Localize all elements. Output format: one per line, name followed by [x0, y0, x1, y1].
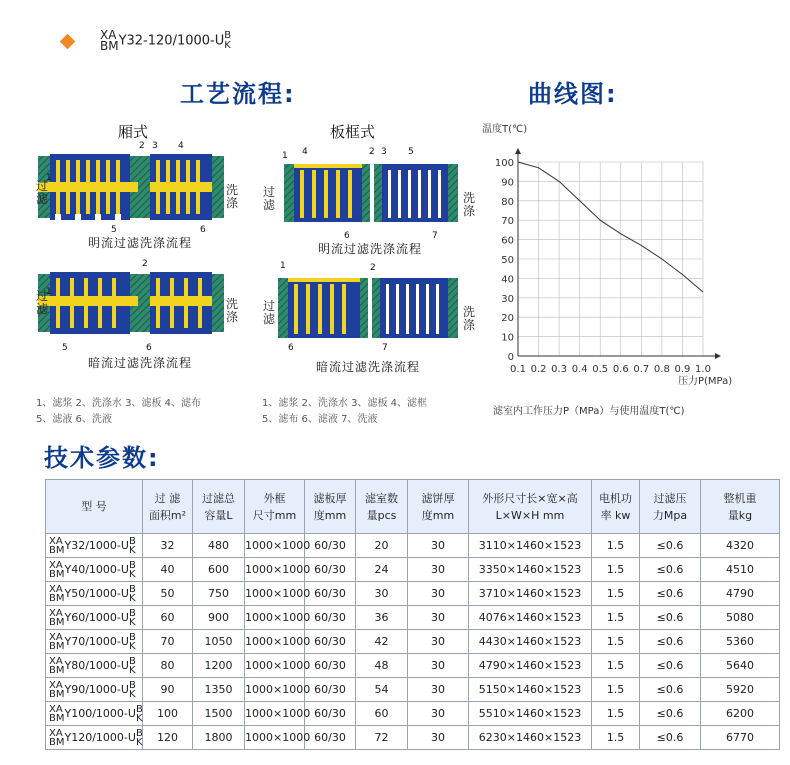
column-header: 滤板厚 度mm — [305, 480, 356, 534]
table-cell: 1800 — [193, 726, 245, 750]
table-cell: 48 — [356, 654, 408, 678]
model-suffix-bottom: K — [128, 688, 136, 700]
x-tick-label: 0.5 — [592, 364, 609, 375]
x-tick-label: 0.7 — [633, 364, 650, 375]
table-cell: 1000×1000 — [245, 702, 305, 726]
label-1-b: 1 — [46, 287, 52, 297]
side-label-wash-a: 洗涤 — [226, 183, 239, 210]
table-cell: 1.5 — [592, 654, 640, 678]
table-cell: 5510×1460×1523 — [469, 702, 592, 726]
label-7-c: 7 — [432, 231, 438, 241]
y-tick-label: 60 — [501, 235, 514, 247]
table-cell: ≤0.6 — [640, 702, 701, 726]
table-cell: 3350×1460×1523 — [469, 558, 592, 582]
side-label-filter-a: 过滤 — [36, 179, 49, 206]
table-cell: 1000×1000 — [245, 606, 305, 630]
table-cell: 6770 — [701, 726, 780, 750]
x-tick-label: 0.8 — [653, 364, 670, 375]
chamber-legend-line1: 1、滤浆 2、洗涤水 3、滤板 4、滤布 — [36, 398, 201, 409]
label-5-c: 5 — [408, 147, 414, 157]
model-cell — [46, 582, 143, 606]
model-prefix-top: XA — [49, 631, 63, 643]
side-label-wash-b: 洗涤 — [226, 297, 239, 324]
table-cell: 70 — [143, 630, 193, 654]
table-cell: 5360 — [701, 630, 780, 654]
orange-diamond-icon — [60, 34, 76, 50]
table-cell: 30 — [408, 582, 469, 606]
table-cell: 40 — [143, 558, 193, 582]
table-cell: 72 — [356, 726, 408, 750]
table-cell: 4790×1460×1523 — [469, 654, 592, 678]
column-header: 外框 尺寸mm — [245, 480, 305, 534]
table-cell: 3710×1460×1523 — [469, 582, 592, 606]
model-prefix-top: XA — [49, 727, 63, 739]
table-cell: 6230×1460×1523 — [469, 726, 592, 750]
y-axis-arrow-icon — [515, 148, 521, 154]
table-cell: 1000×1000 — [245, 630, 305, 654]
table-cell: ≤0.6 — [640, 630, 701, 654]
table-cell: 6200 — [701, 702, 780, 726]
table-cell: 3110×1460×1523 — [469, 534, 592, 558]
column-header: 整机重 量kg — [701, 480, 780, 534]
model-prefix-top: XA — [49, 655, 63, 667]
model-suffix-top: B — [128, 607, 136, 619]
table-cell: 900 — [193, 606, 245, 630]
model-body: Y32/1000-U — [64, 538, 129, 552]
model-prefix-bottom: BM — [49, 664, 65, 676]
model-prefix-top: XA — [49, 703, 63, 715]
model-prefix-top: XA — [49, 679, 63, 691]
table-cell: 60/30 — [305, 582, 356, 606]
table-row — [46, 534, 780, 558]
model-suffix-bottom: K — [128, 592, 136, 604]
model-suffix-bottom: K — [128, 664, 136, 676]
label-6-c: 6 — [344, 231, 350, 241]
column-header: 过滤压 力Mpa — [640, 480, 701, 534]
model-body: Y120/1000-U — [64, 730, 136, 744]
x-tick-label: 0.1 — [510, 364, 526, 375]
model-suffix-top: B — [128, 535, 136, 547]
table-cell: ≤0.6 — [640, 654, 701, 678]
x-axis-arrow-icon — [715, 353, 721, 359]
table-cell: 60 — [356, 702, 408, 726]
table-cell: 20 — [356, 534, 408, 558]
frame-legend-line2: 5、滤布 6、滤液 7、洗液 — [262, 414, 378, 425]
table-cell: ≤0.6 — [640, 606, 701, 630]
model-suffix-bottom: K — [224, 40, 231, 51]
model-cell — [46, 630, 143, 654]
label-2-a: 2 — [139, 141, 145, 151]
frame-open-wash-diagram — [374, 164, 458, 222]
model-cell — [46, 726, 143, 750]
y-tick-label: 90 — [501, 177, 514, 189]
model-suffix-top: B — [128, 559, 136, 571]
label-5-a: 5 — [111, 225, 117, 235]
frame-dark-wash-diagram — [372, 278, 458, 338]
table-cell: 1000×1000 — [245, 582, 305, 606]
table-cell: 4790 — [701, 582, 780, 606]
frame-dark-caption: 暗流过滤洗涤流程 — [316, 360, 421, 374]
table-cell: 480 — [193, 534, 245, 558]
model-suffix-bottom: K — [128, 616, 136, 628]
model-prefix-top: XA — [49, 607, 63, 619]
table-cell: 5920 — [701, 678, 780, 702]
chamber-open-filter-diagram — [38, 154, 140, 220]
filter-process-diagrams — [32, 138, 472, 378]
table-header-row — [46, 480, 780, 534]
table-row — [46, 606, 780, 630]
column-header: 型 号 — [46, 480, 143, 534]
side-label-wash-c: 洗涤 — [463, 191, 476, 218]
table-cell: ≤0.6 — [640, 558, 701, 582]
table-cell: 1200 — [193, 654, 245, 678]
label-2-d: 2 — [370, 263, 376, 273]
table-cell: 4510 — [701, 558, 780, 582]
column-header: 过 滤 面积m² — [143, 480, 193, 534]
table-cell: 42 — [356, 630, 408, 654]
table-cell: 100 — [143, 702, 193, 726]
model-suffix-top: B — [128, 631, 136, 643]
table-cell: 60/30 — [305, 558, 356, 582]
y-tick-label: 10 — [501, 332, 514, 344]
model-body: Y100/1000-U — [64, 706, 136, 720]
process-title: 工艺流程: — [180, 80, 296, 108]
model-suffix-bottom: K — [135, 736, 143, 748]
model-code — [100, 30, 231, 52]
y-tick-label: 20 — [501, 313, 514, 325]
table-cell: 1050 — [193, 630, 245, 654]
x-tick-label: 0.2 — [530, 364, 547, 375]
model-prefix-bottom: BM — [49, 592, 65, 604]
table-row — [46, 582, 780, 606]
table-cell: 32 — [143, 534, 193, 558]
table-cell: ≤0.6 — [640, 582, 701, 606]
label-6-a: 6 — [200, 225, 206, 235]
table-cell: 1000×1000 — [245, 678, 305, 702]
model-body: Y90/1000-U — [64, 682, 129, 696]
model-cell — [46, 654, 143, 678]
y-tick-label: 70 — [501, 216, 514, 228]
column-header: 电机功 率 kw — [592, 480, 640, 534]
table-cell: ≤0.6 — [640, 726, 701, 750]
column-header: 过滤总 容量L — [193, 480, 245, 534]
table-cell: 120 — [143, 726, 193, 750]
table-cell: 5150×1460×1523 — [469, 678, 592, 702]
table-cell: 60/30 — [305, 534, 356, 558]
table-cell: 30 — [408, 726, 469, 750]
model-suffix-bottom: K — [128, 568, 136, 580]
table-cell: ≤0.6 — [640, 534, 701, 558]
table-cell: 1.5 — [592, 606, 640, 630]
y-tick-label: 50 — [501, 255, 514, 266]
table-cell: 4076×1460×1523 — [469, 606, 592, 630]
chart-caption: 滤室内工作压力P（MPa）与使用温度T(℃) — [493, 406, 685, 417]
column-header: 外形尺寸长×宽×高 L×W×H mm — [469, 480, 592, 534]
model-body: Y80/1000-U — [64, 658, 129, 672]
model-prefix-bottom: BM — [49, 544, 65, 556]
model-prefix-top: XA — [49, 583, 63, 595]
column-header: 滤饼厚 度mm — [408, 480, 469, 534]
model-suffix-bottom: K — [128, 640, 136, 652]
label-2-b: 2 — [142, 259, 148, 269]
model-prefix-top: XA — [49, 535, 63, 547]
table-cell: 24 — [356, 558, 408, 582]
model-cell — [46, 678, 143, 702]
table-cell: 30 — [408, 558, 469, 582]
model-body: Y50/1000-U — [64, 586, 129, 600]
model-suffix-bottom: K — [128, 544, 136, 556]
column-header: 滤室数 量pcs — [356, 480, 408, 534]
table-cell: 36 — [356, 606, 408, 630]
table-cell: 5640 — [701, 654, 780, 678]
table-row — [46, 726, 780, 750]
table-cell: 50 — [143, 582, 193, 606]
chamber-open-caption: 明流过滤洗涤流程 — [88, 236, 193, 250]
model-prefix-top: XA — [100, 28, 117, 42]
model-body: Y60/1000-U — [64, 610, 129, 624]
table-cell: 1.5 — [592, 558, 640, 582]
y-tick-label: 40 — [501, 274, 514, 286]
model-prefix-bottom: BM — [49, 616, 65, 628]
chamber-open-wash-diagram — [140, 154, 224, 220]
frame-open-filter-diagram — [284, 164, 370, 222]
table-row — [46, 558, 780, 582]
model-suffix-bottom: K — [135, 712, 143, 724]
table-cell: 60/30 — [305, 654, 356, 678]
model-prefix-bottom: BM — [100, 39, 119, 53]
model-suffix-top: B — [135, 703, 143, 715]
table-cell: 30 — [408, 630, 469, 654]
table-cell: 60/30 — [305, 630, 356, 654]
table-cell: 30 — [408, 678, 469, 702]
table-cell: 30 — [356, 582, 408, 606]
model-cell — [46, 702, 143, 726]
table-cell: 1000×1000 — [245, 558, 305, 582]
side-label-filter-d: 过滤 — [263, 299, 276, 326]
table-cell: 1.5 — [592, 702, 640, 726]
table-cell: 750 — [193, 582, 245, 606]
frame-legend-line1: 1、滤浆 2、洗涤水 3、滤板 4、滤框 — [262, 398, 427, 409]
label-1-a: 1 — [46, 173, 52, 183]
model-suffix-top: B — [128, 655, 136, 667]
table-cell: 1500 — [193, 702, 245, 726]
model-prefix-bottom: BM — [49, 688, 65, 700]
model-prefix-top: XA — [49, 559, 63, 571]
specs-table — [45, 479, 780, 750]
side-label-filter-c: 过滤 — [263, 185, 276, 212]
side-label-wash-d: 洗涤 — [463, 305, 476, 332]
x-tick-label: 0.3 — [551, 364, 568, 375]
table-cell: 60 — [143, 606, 193, 630]
table-cell: 60/30 — [305, 678, 356, 702]
table-cell: 1000×1000 — [245, 726, 305, 750]
model-prefix-bottom: BM — [49, 568, 65, 580]
label-7-d: 7 — [382, 343, 388, 353]
label-6-b: 6 — [146, 343, 152, 353]
x-tick-label: 1.0 — [695, 364, 711, 375]
label-4-a: 4 — [178, 141, 184, 151]
model-cell — [46, 606, 143, 630]
x-axis-label: 压力P(MPa) — [678, 376, 733, 386]
table-cell: 1000×1000 — [245, 654, 305, 678]
model-prefix-bottom: BM — [49, 712, 65, 724]
model-prefix-bottom: BM — [49, 640, 65, 652]
model-suffix-top: B — [128, 679, 136, 691]
label-2-c: 2 — [369, 147, 375, 157]
frame-dark-filter-diagram — [278, 278, 368, 338]
table-cell: 54 — [356, 678, 408, 702]
y-axis-label: 温度T(℃) — [482, 124, 528, 135]
table-cell: 30 — [408, 702, 469, 726]
model-body: Y32-120/1000-U — [118, 33, 225, 49]
table-row — [46, 702, 780, 726]
table-cell: 1.5 — [592, 678, 640, 702]
label-4-c: 4 — [302, 147, 308, 157]
table-cell: 1.5 — [592, 726, 640, 750]
curve-title: 曲线图: — [528, 80, 618, 108]
chamber-title: 厢式 — [118, 123, 149, 141]
side-label-filter-b: 过滤 — [36, 289, 49, 316]
y-tick-label: 80 — [501, 196, 514, 208]
table-cell: 4430×1460×1523 — [469, 630, 592, 654]
specs-title: 技术参数: — [44, 444, 160, 472]
chamber-dark-wash-diagram — [140, 272, 224, 334]
table-cell: 30 — [408, 606, 469, 630]
chamber-dark-caption: 暗流过滤洗涤流程 — [88, 356, 193, 370]
x-tick-label: 0.9 — [674, 364, 691, 375]
model-suffix-top: B — [135, 727, 143, 739]
table-cell: 30 — [408, 654, 469, 678]
label-5-b: 5 — [62, 343, 68, 353]
chamber-legend-line2: 5、滤液 6、洗液 — [36, 414, 112, 425]
table-cell: 30 — [408, 534, 469, 558]
x-tick-label: 0.6 — [612, 364, 629, 375]
pressure-temperature-chart — [476, 118, 746, 386]
y-tick-label: 30 — [501, 293, 514, 305]
table-cell: 1.5 — [592, 534, 640, 558]
table-cell: 4320 — [701, 534, 780, 558]
table-cell: 600 — [193, 558, 245, 582]
table-cell: 60/30 — [305, 726, 356, 750]
label-1-d: 1 — [280, 261, 286, 271]
frame-open-caption: 明流过滤洗涤流程 — [318, 242, 423, 256]
label-3-c: 3 — [381, 147, 387, 157]
table-cell: 5080 — [701, 606, 780, 630]
model-suffix-top: B — [128, 583, 136, 595]
table-cell: 1.5 — [592, 582, 640, 606]
plate-frame-title: 板框式 — [330, 123, 376, 141]
table-cell: 1350 — [193, 678, 245, 702]
label-3-a: 3 — [152, 141, 158, 151]
label-6-d: 6 — [288, 343, 294, 353]
chamber-dark-filter-diagram — [38, 272, 140, 334]
model-cell — [46, 558, 143, 582]
model-prefix-bottom: BM — [49, 736, 65, 748]
table-cell: ≤0.6 — [640, 678, 701, 702]
x-tick-label: 0.4 — [571, 364, 588, 375]
model-cell — [46, 534, 143, 558]
table-cell: 60/30 — [305, 606, 356, 630]
model-body: Y70/1000-U — [64, 634, 129, 648]
table-row — [46, 654, 780, 678]
model-body: Y40/1000-U — [64, 562, 129, 576]
table-cell: 1.5 — [592, 630, 640, 654]
table-cell: 1000×1000 — [245, 534, 305, 558]
table-row — [46, 630, 780, 654]
table-cell: 60/30 — [305, 702, 356, 726]
table-cell: 90 — [143, 678, 193, 702]
model-suffix-top: B — [224, 30, 232, 41]
y-tick-label: 0 — [507, 352, 514, 363]
label-1-c: 1 — [282, 151, 288, 161]
table-row — [46, 678, 780, 702]
table-cell: 80 — [143, 654, 193, 678]
y-tick-label: 100 — [494, 158, 514, 169]
